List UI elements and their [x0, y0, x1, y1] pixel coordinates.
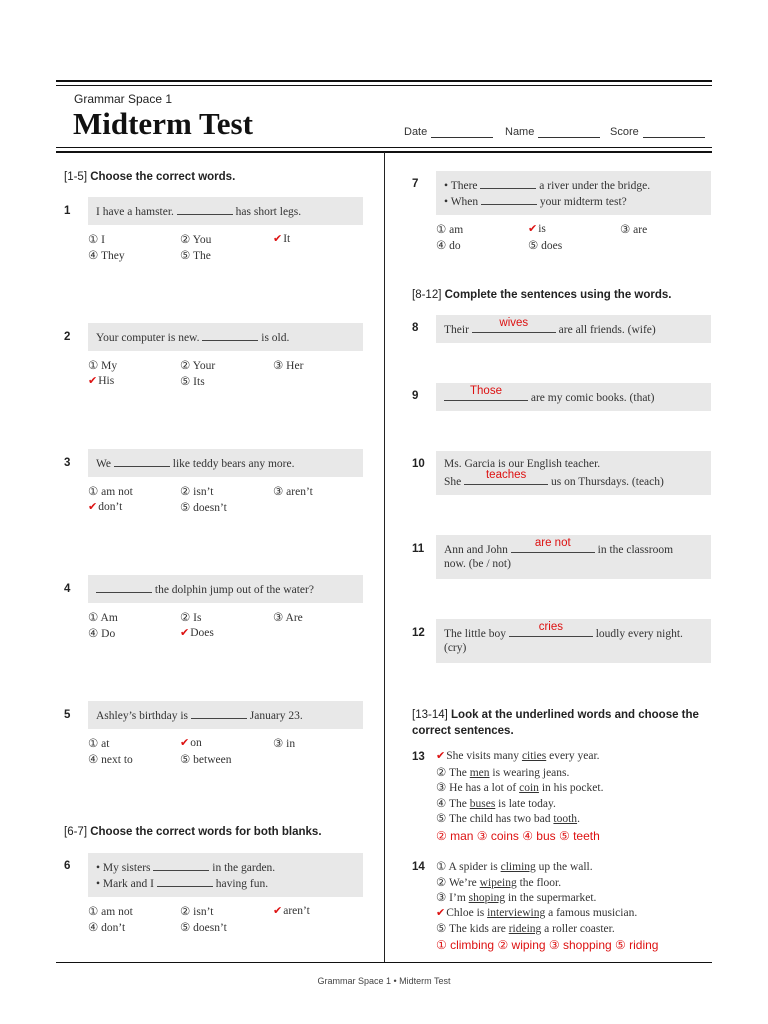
option-selected: ✔She visits many cities every year. — [436, 749, 600, 762]
option: ① A spider is climing up the wall. — [436, 861, 593, 873]
option: ③ Are — [273, 612, 303, 624]
option: ⑤ Its — [180, 376, 205, 388]
filled-answer: Those — [470, 385, 502, 397]
option: ① I — [88, 234, 106, 246]
check-mark-icon: ✔ — [436, 906, 446, 919]
answer-blank — [96, 582, 152, 593]
section-heading-13-14: [13-14] Look at the underlined words and choose the — [412, 709, 699, 721]
option: ⑤ doesn’t — [180, 922, 227, 934]
page-title: Midterm Test — [73, 106, 253, 141]
handwritten-correction: ② man ③ coins ④ bus ⑤ teeth — [436, 829, 600, 843]
option: ① am not — [88, 906, 133, 918]
score-label: Score — [610, 126, 639, 138]
check-mark-icon: ✔ — [88, 500, 98, 513]
answer-blank — [509, 621, 593, 637]
check-mark-icon: ✔ — [436, 749, 446, 762]
answer-blank — [511, 537, 595, 553]
footer-text: Grammar Space 1 • Midterm Test — [317, 976, 451, 986]
check-mark-icon: ✔ — [88, 374, 98, 387]
option: ③ He has a lot of coin in his pocket. — [436, 782, 604, 794]
name-label: Name — [505, 126, 535, 138]
question-box: Ann and John are not in the classroom now. (be / not) — [436, 535, 711, 579]
option: ④ Do — [88, 628, 116, 640]
handwritten-correction: ① climbing ② wiping ③ shopping ⑤ riding — [436, 938, 659, 952]
option: ① am not — [88, 486, 133, 498]
date-label: Date — [404, 126, 428, 138]
option: ⑤ The child has two bad tooth. — [436, 813, 580, 825]
option-selected: ✔on — [180, 736, 202, 749]
question-number: 6 — [64, 860, 71, 872]
option: ③ Her — [273, 360, 304, 372]
option: ① Am — [88, 612, 118, 624]
option: ② We’re wipeing the floor. — [436, 877, 562, 889]
answer-blank — [191, 708, 247, 719]
question-box: Those are my comic books. (that) — [436, 383, 711, 411]
question-box: We like teddy bears any more. — [88, 449, 363, 477]
answer-blank — [464, 469, 548, 485]
question-box: Your computer is new. is old. — [88, 323, 363, 351]
question-number: 4 — [64, 583, 71, 595]
option: ② You — [180, 234, 212, 246]
question-box: Their wives are all friends. (wife) — [436, 315, 711, 343]
series-name: Grammar Space 1 — [74, 92, 173, 106]
check-mark-icon: ✔ — [180, 736, 190, 749]
question-number: 10 — [412, 458, 425, 470]
question-number: 5 — [64, 709, 71, 721]
option: ① at — [88, 738, 110, 750]
answer-blank — [202, 330, 258, 341]
answer-blank — [480, 178, 536, 189]
option: ② Your — [180, 360, 216, 372]
option: ⑤ between — [180, 754, 232, 766]
section-heading-6-7: [6-7] Choose the correct words for both blanks. — [64, 826, 322, 838]
option-selected: ✔Chloe is interviewing a famous musician. — [436, 906, 638, 919]
answer-blank — [153, 860, 209, 871]
answer-blank — [481, 194, 537, 205]
question-number: 3 — [64, 457, 71, 469]
check-mark-icon: ✔ — [273, 232, 283, 245]
header-rule-top-1 — [56, 80, 712, 82]
question-box: • There a river under the bridge. • When your midterm test? — [436, 171, 711, 215]
filled-answer: wives — [499, 317, 529, 329]
footer-rule — [56, 962, 712, 963]
option: ① am — [436, 224, 464, 236]
option: ③ aren’t — [273, 486, 313, 498]
option-selected: ✔It — [273, 232, 291, 245]
question-number: 12 — [412, 627, 425, 639]
section-heading-13-14-line2: correct sentences. — [412, 725, 514, 737]
answer-blank — [444, 385, 528, 401]
score-field — [610, 126, 705, 138]
option: ② isn’t — [180, 906, 214, 918]
check-mark-icon: ✔ — [273, 904, 283, 917]
option: ② Is — [180, 612, 202, 624]
header-rule-bottom-1 — [56, 147, 712, 148]
question-box: The little boy cries loudly every night. (cry) — [436, 619, 711, 663]
answer-blank — [157, 876, 213, 887]
filled-answer: cries — [538, 621, 563, 633]
option: ③ in — [273, 738, 296, 750]
question-number: 13 — [412, 751, 425, 763]
option: ④ don’t — [88, 922, 126, 934]
question-number: 1 — [64, 205, 71, 217]
question-number: 7 — [412, 178, 419, 190]
option: ② isn’t — [180, 486, 214, 498]
check-mark-icon: ✔ — [528, 222, 538, 235]
option: ② The men is wearing jeans. — [436, 767, 570, 779]
filled-answer: are not — [534, 537, 571, 549]
question-number: 9 — [412, 390, 419, 402]
header-rule-top-2 — [56, 85, 712, 86]
option-selected: ✔aren’t — [273, 904, 310, 917]
question-box: Ashley’s birthday is January 23. — [88, 701, 363, 729]
option-selected: ✔His — [88, 374, 115, 387]
section-heading-1-5: [1-5] Choose the correct words. — [64, 171, 236, 183]
question-number: 2 — [64, 331, 71, 343]
option: ① My — [88, 360, 118, 372]
check-mark-icon: ✔ — [180, 626, 190, 639]
date-field — [404, 126, 493, 138]
answer-blank — [472, 317, 556, 333]
answer-blank — [177, 204, 233, 215]
question-number: 8 — [412, 322, 419, 334]
question-box: Ms. Garcia is our English teacher. She teaches us on Thursdays. (teach) — [436, 451, 711, 495]
question-number: 11 — [412, 543, 425, 555]
option: ③ are — [620, 224, 648, 236]
option: ⑤ The kids are rideing a roller coaster. — [436, 923, 615, 935]
option: ⑤ The — [180, 250, 211, 262]
option: ④ do — [436, 240, 461, 252]
question-number: 14 — [412, 861, 425, 873]
option-selected: ✔is — [528, 222, 546, 235]
name-field — [505, 126, 600, 138]
option-selected: ✔Does — [180, 626, 214, 639]
question-box: • My sisters in the garden. • Mark and I having fun. — [88, 853, 363, 897]
option: ④ They — [88, 250, 125, 262]
section-heading-8-12: [8-12] Complete the sentences using the words. — [412, 289, 672, 301]
option: ③ I’m shoping in the supermarket. — [436, 892, 597, 904]
option: ④ The buses is late today. — [436, 798, 556, 810]
question-box: I have a hamster. has short legs. — [88, 197, 363, 225]
option: ⑤ does — [528, 240, 563, 252]
option: ④ next to — [88, 754, 133, 766]
answer-blank — [114, 456, 170, 467]
filled-answer: teaches — [485, 469, 527, 481]
option: ⑤ doesn’t — [180, 502, 227, 514]
column-divider — [384, 152, 385, 962]
option-selected: ✔don’t — [88, 500, 123, 513]
question-box: the dolphin jump out of the water? — [88, 575, 363, 603]
